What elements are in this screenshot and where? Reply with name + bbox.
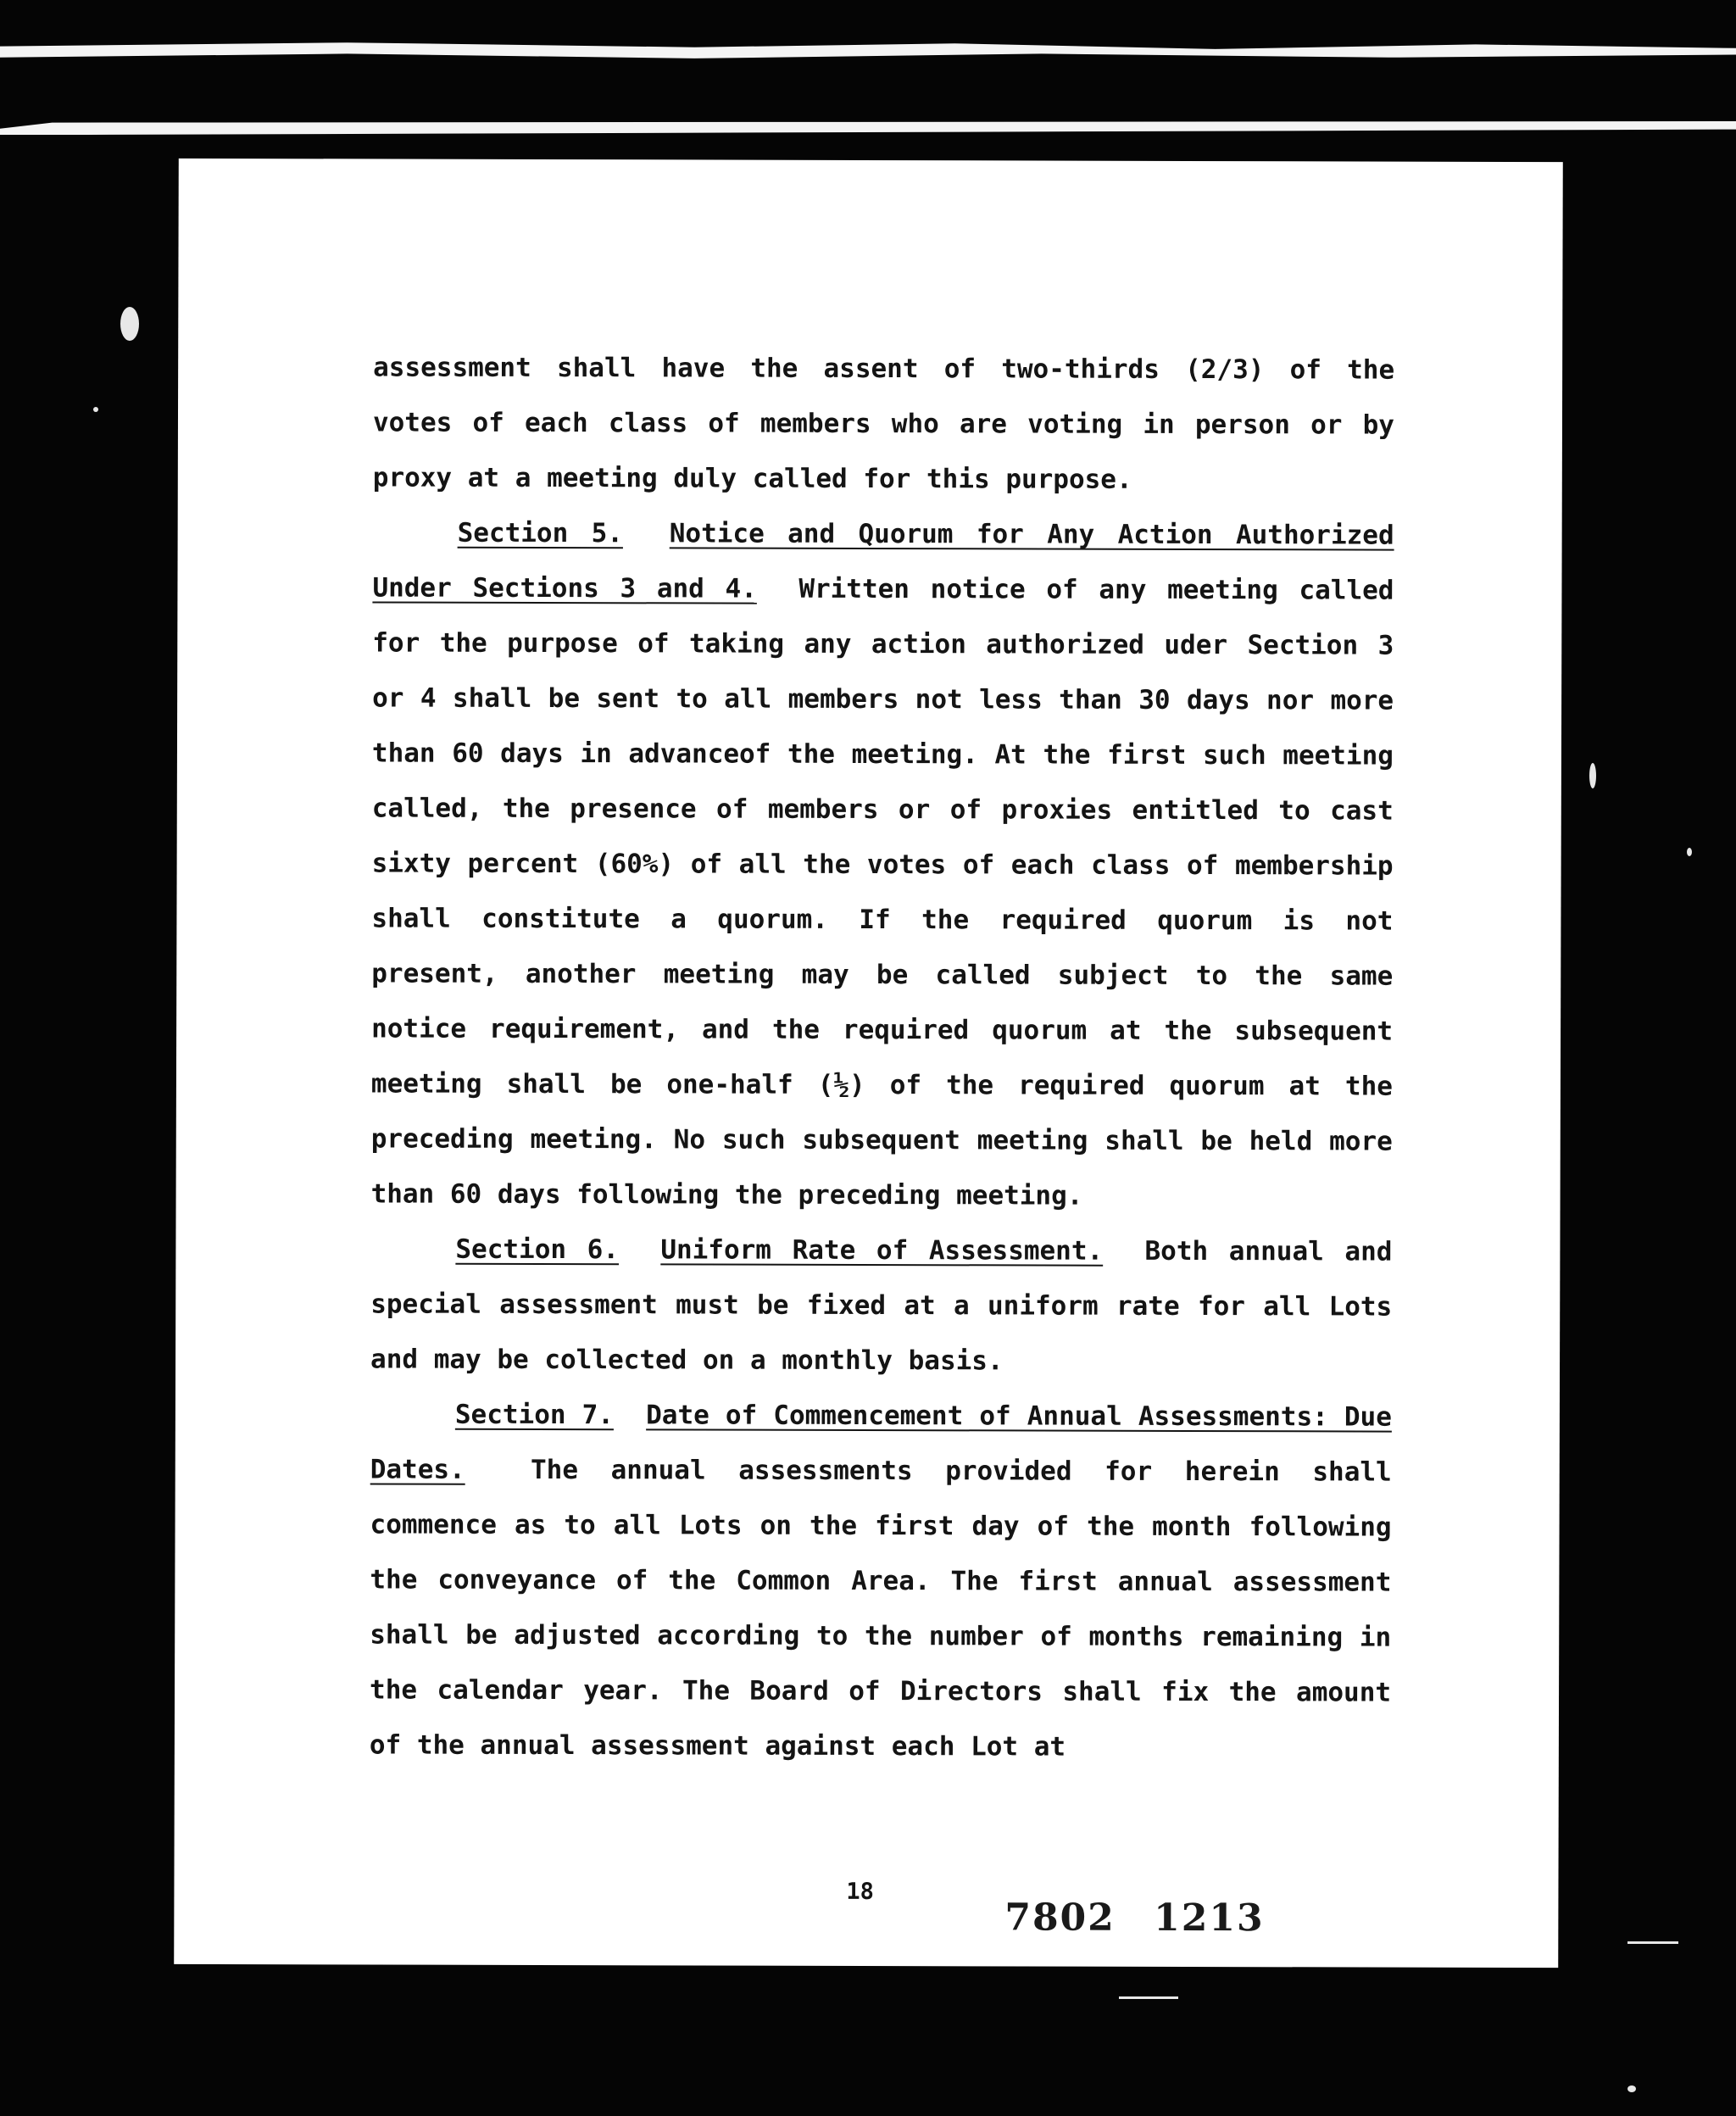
section-heading: Notice and Quorum for Any Action Authorized Under Sections 3 and 4. [372,518,1394,604]
paragraph-intro [373,340,1395,508]
paragraph-text: Both annual and special assessment must be fixed at a uniform rate for all Lots and may be collected on a monthly basis. [370,1235,1393,1377]
body-text [370,340,1394,1775]
paragraph-section-6 [370,1222,1393,1389]
paragraph-text: Written notice of any meeting called for the purpose of taking any action authorized uder Section 3 or 4 shall be sent to all members not less than 30 days nor more than 60 days in advanceof the meeting. At the first such meeting called, the presence of members or of proxies entitled to cast sixty percent (60%) of all the votes of each class of membership shall constitute a quorum. If the required quorum is not present, another meeting may be called subject to the same notice requirement, and the required quorum at the subsequent meeting shall be one-half (½) of the required quorum at the preceding meeting. No such subsequent meeting shall be held more than 60 days following the preceding meeting. [370,573,1394,1211]
paragraph-section-5 [371,505,1394,1224]
scan-speck [1628,2085,1636,2092]
section-heading: Uniform Rate of Assessment. [660,1234,1104,1267]
section-label: Section 6. [455,1233,620,1266]
section-label: Section 5. [457,517,624,549]
paragraph-text: The annual assessments provided for herein shall commence as to all Lots on the first day of the month following the conveyance of the Common Area. The first annual assessment shall be adjusted according to the number of months remaining in the calendar year. The Board of Directors shall fix the amount of the annual assessment against each Lot at [369,1454,1392,1762]
paragraph-section-7 [370,1387,1392,1775]
scan-edge-strip [0,121,1736,135]
document-page [174,159,1563,1968]
scan-speck [1628,1941,1678,1944]
page-number: 18 [846,1878,874,1906]
scan-speck [1687,848,1692,856]
scan-speck [1119,1996,1178,1999]
section-heading: Date of Commencement of Annual Assessments: Due Dates. [370,1400,1392,1485]
recording-stamp: 7802 1213 [1004,1896,1265,1941]
scan-speck [93,407,98,412]
scan-speck [1589,763,1596,788]
scan-edge-strip [0,41,1736,59]
section-label: Section 7. [454,1399,615,1431]
scan-speck [120,307,139,341]
paragraph-text: assessment shall have the assent of two-thirds (2/3) of the votes of each class of members who are voting in person or by proxy at a meeting duly called for this purpose. [372,352,1395,495]
